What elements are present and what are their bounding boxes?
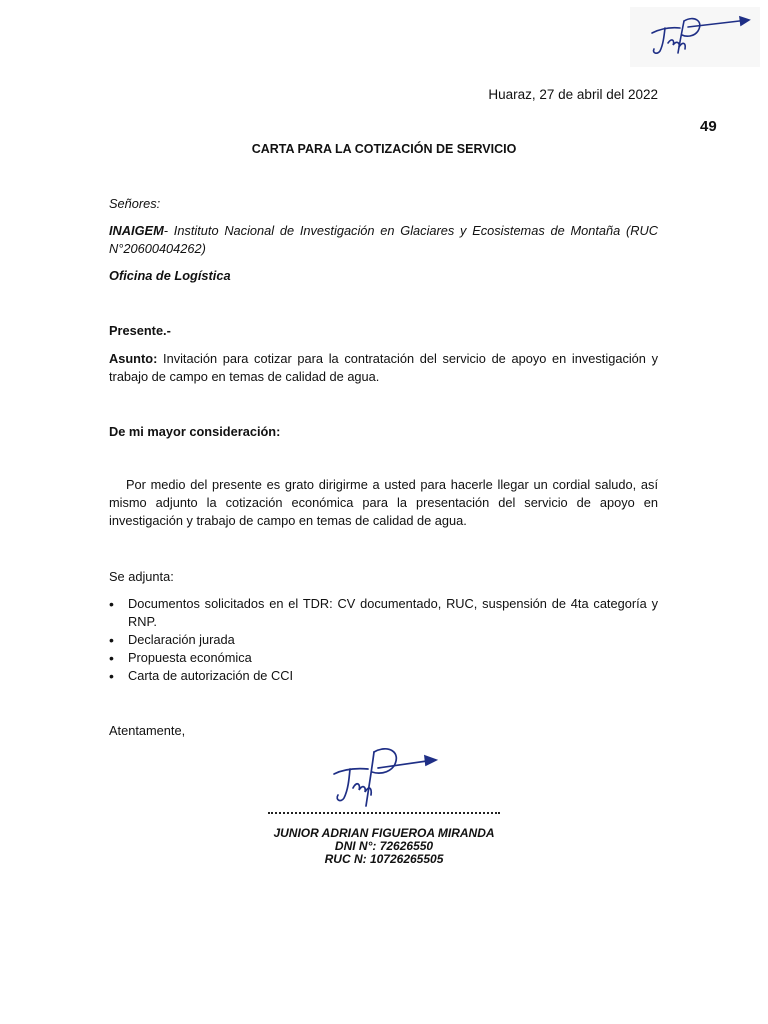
subject — [109, 350, 658, 386]
list-item: • Declaración jurada — [109, 631, 658, 649]
list-item: • Carta de autorización de CCI — [109, 667, 658, 685]
letter-title — [0, 142, 768, 156]
office-name: Oficina de Logística — [109, 268, 231, 283]
header-signature — [630, 7, 760, 67]
signature — [322, 742, 440, 820]
signer-name: JUNIOR ADRIAN FIGUEROA MIRANDA — [273, 826, 495, 840]
attachments-heading: Se adjunta: — [109, 569, 174, 584]
subject-text: Invitación para cotizar para la contratación del servicio de apoyo en investigación y trabajo de campo en temas de calidad de agua. — [109, 351, 658, 384]
body-paragraph: Por medio del presente es grato dirigirme a usted para hacerle llegar un cordial saludo, así mismo adjunto la cotización económica para la presentación del servicio de apoyo en investigación y trabajo de campo en temas de calidad de agua. — [109, 477, 658, 528]
recipient-name: - Instituto Nacional de Investigación en Glaciares y Ecosistemas de Montaña (RUC N°20600404262) — [109, 223, 658, 256]
letter-title-text: CARTA PARA LA COTIZACIÓN DE SERVICIO — [251, 142, 517, 156]
date-line: Huaraz, 27 de abril del 2022 — [488, 87, 658, 102]
presente-line: Presente.- — [109, 323, 171, 338]
page-number: 49 — [700, 118, 717, 135]
recipient-org — [109, 222, 658, 258]
signer-dni: DNI N°: 72626550 — [334, 839, 434, 853]
signer-ruc: RUC N: 10726265505 — [324, 852, 444, 866]
signature-mark-icon — [322, 742, 440, 820]
recipient-acronym: INAIGEM — [109, 223, 164, 238]
closing: Atentamente, — [109, 723, 186, 738]
subject-label: Asunto: — [109, 351, 158, 366]
list-item: • Propuesta económica — [109, 649, 658, 667]
list-item: • Documentos solicitados en el TDR: CV documentado, RUC, suspensión de 4ta categoría y RNP. — [109, 595, 658, 631]
attachments-list — [109, 595, 658, 685]
signature-mark-icon — [630, 7, 760, 67]
greeting: De mi mayor consideración: — [109, 424, 281, 439]
salutation: Señores: — [109, 196, 161, 211]
signature-line — [268, 812, 500, 818]
